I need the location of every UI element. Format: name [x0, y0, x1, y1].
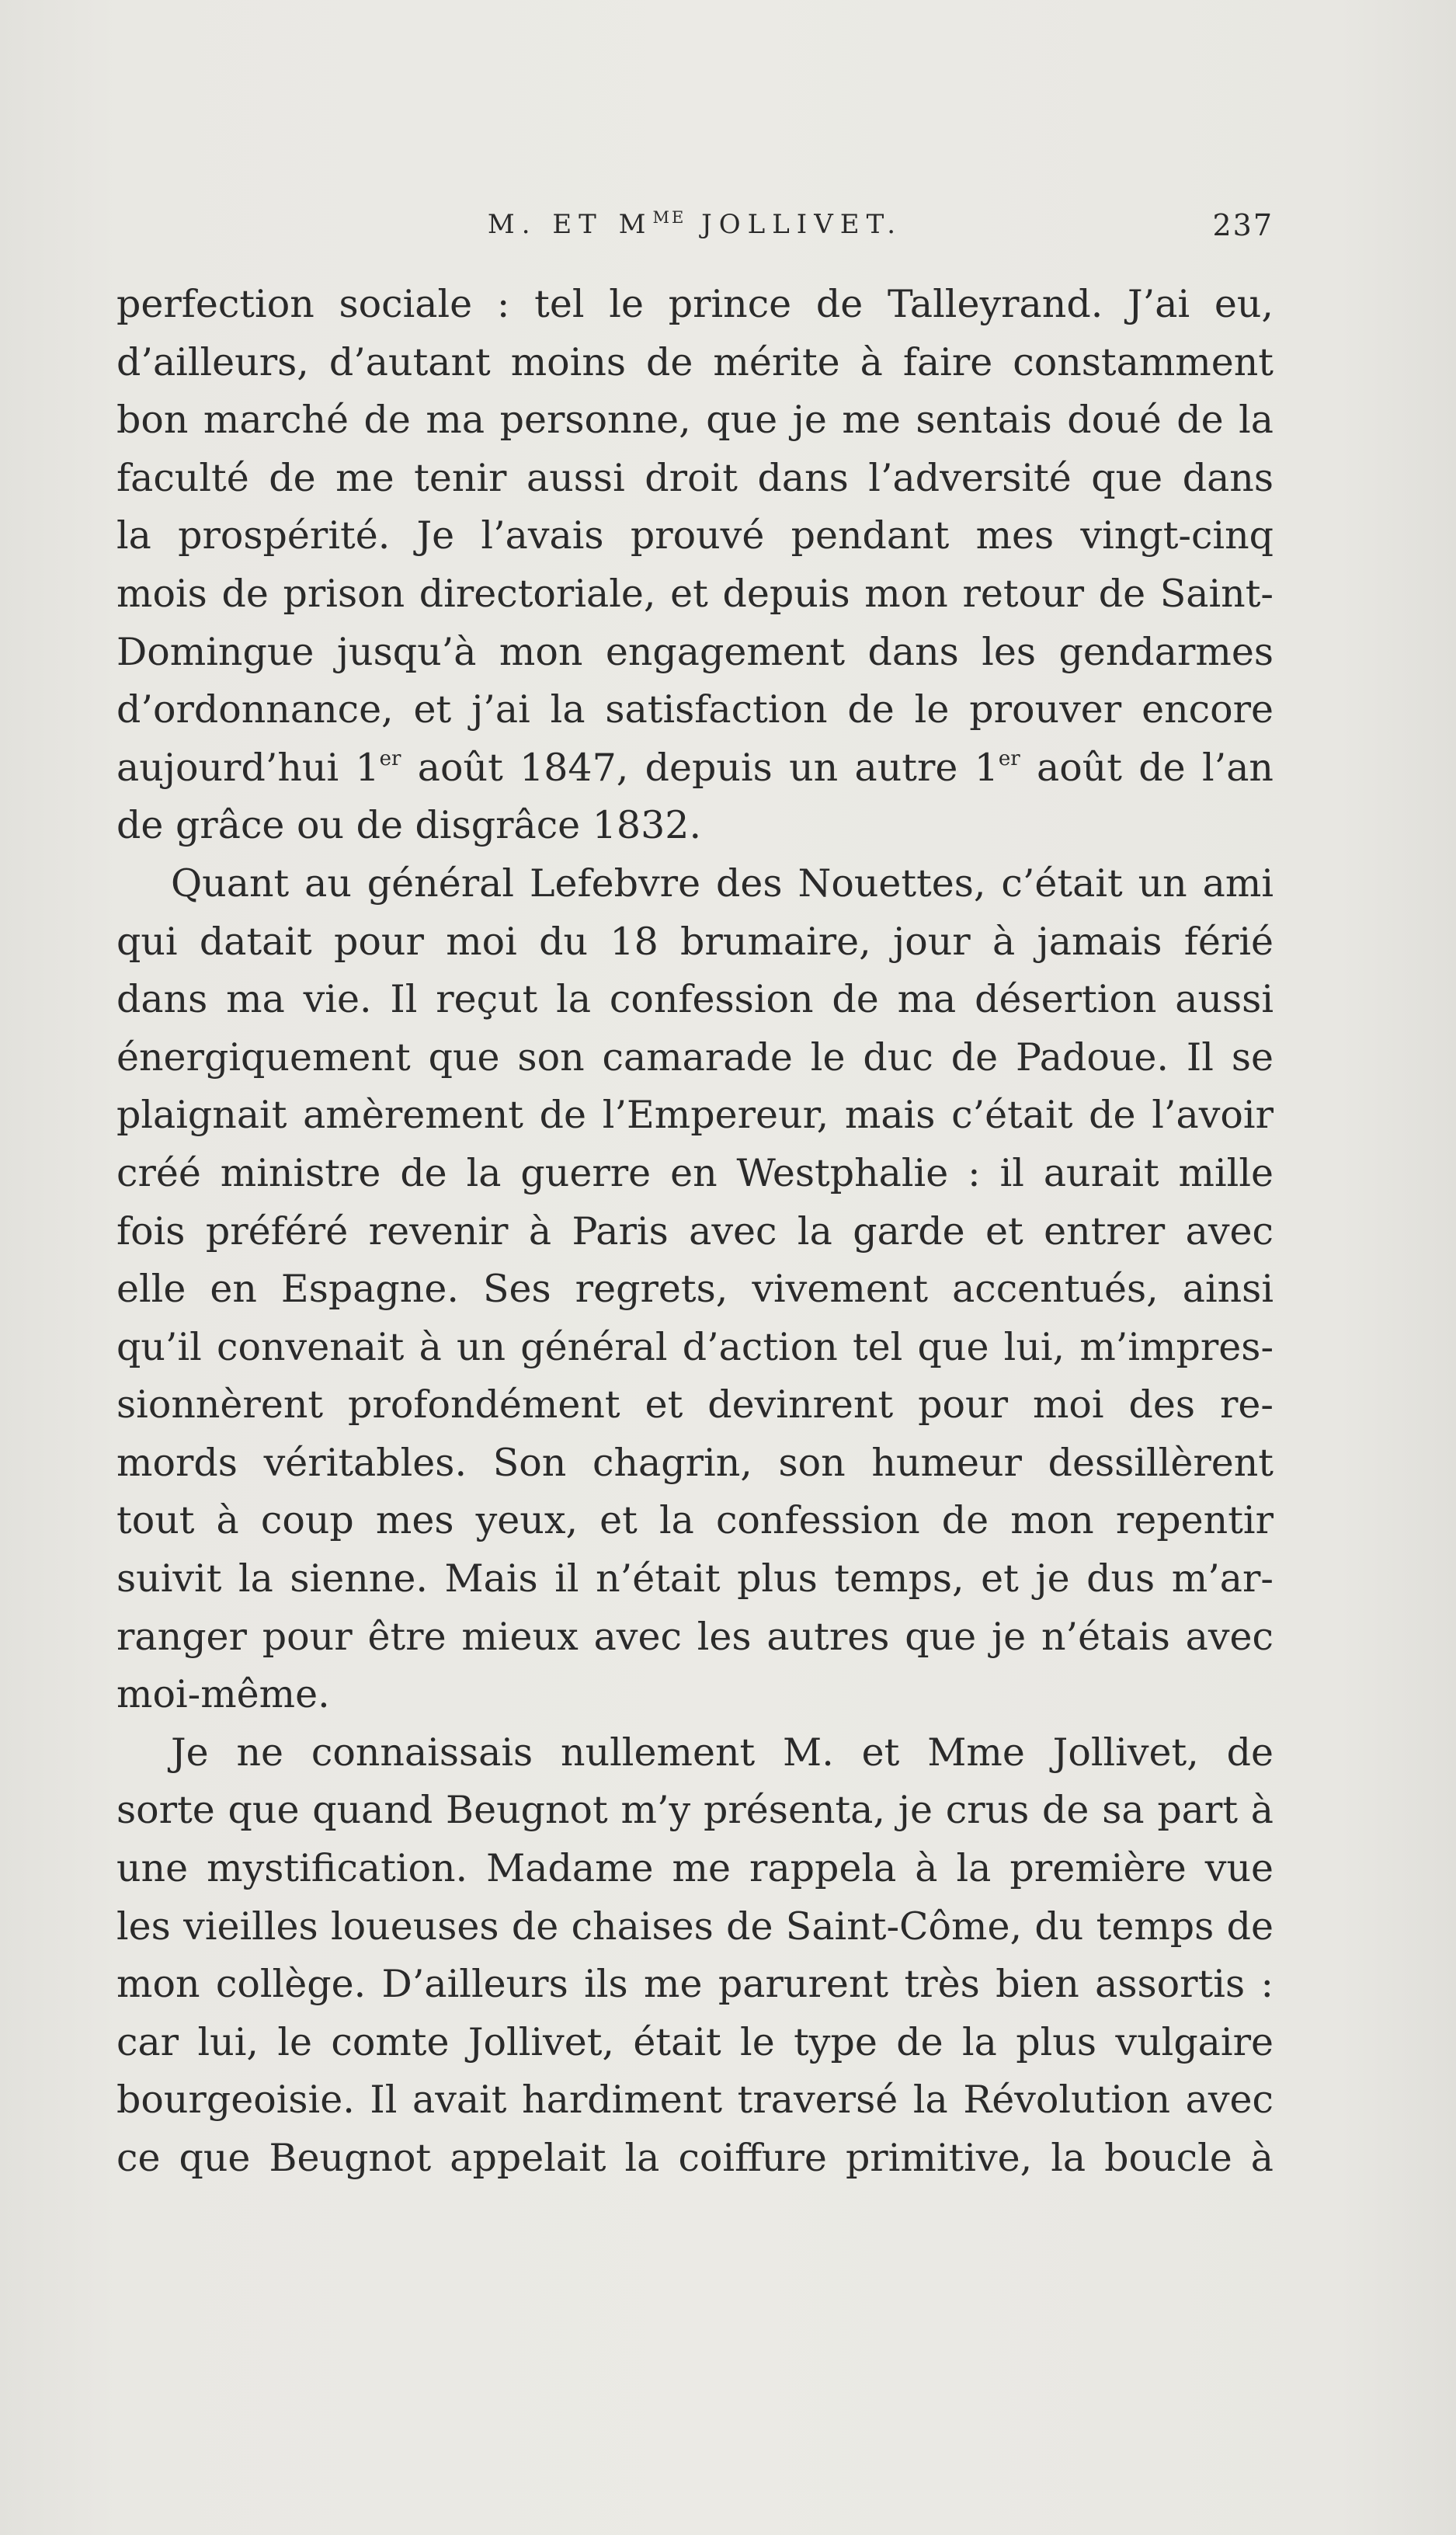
- paragraph-first-line: Quant au général Lefebvre des Nouettes, c’était un ami: [171, 861, 1274, 906]
- text-line: ce que Beugnot appelait la coiffure primitive, la boucle à: [116, 2136, 1274, 2180]
- text-line: qui datait pour moi du 18 brumaire, jour à jamais férié: [116, 919, 1274, 964]
- text-line: dans ma vie. Il reçut la confession de ma désertion aussi: [116, 977, 1274, 1022]
- body-text: [116, 276, 1274, 2188]
- text-line: faculté de me tenir aussi droit dans l’adversité que dans: [116, 455, 1274, 500]
- text-line: sionnèrent profondément et devinrent pour moi des re-: [116, 1382, 1274, 1427]
- paragraph-first-line: Je ne connaissais nullement M. et Mme Jollivet, de: [171, 1730, 1274, 1775]
- text-line: perfection sociale : tel le prince de Talleyrand. J’ai eu,: [116, 282, 1274, 326]
- text-line: tout à coup mes yeux, et la confession de mon repentir: [116, 1498, 1274, 1543]
- page-header: [116, 208, 1274, 255]
- text-line: Domingue jusqu’à mon engagement dans les gendarmes: [116, 629, 1274, 674]
- running-title: M. ET $M^{ME}$ JOLLIVET.: [487, 208, 903, 240]
- text-line: fois préféré revenir à Paris avec la garde et entrer avec: [116, 1208, 1274, 1254]
- text-line: bourgeoisie. Il avait hardiment traversé la Révolution avec: [116, 2078, 1274, 2123]
- text-line: car lui, le comte Jollivet, était le type de la plus vulgaire: [116, 2019, 1274, 2064]
- text-line: plaignait amèrement de l’Empereur, mais c’était de l’avoir: [116, 1093, 1274, 1138]
- text-line: la prospérité. Je l’avais prouvé pendant mes vingt-cinq: [116, 513, 1274, 558]
- text-line: aujourd’hui 1er août 1847, depuis un autre 1er août de l’an: [116, 745, 1274, 790]
- text-line: énergiquement que son camarade le duc de Padoue. Il se: [116, 1035, 1274, 1080]
- text-line: elle en Espagne. Ses regrets, vivement accentués, ainsi: [116, 1267, 1274, 1312]
- text-line: créé ministre de la guerre en Westphalie : il aurait mille: [116, 1150, 1274, 1195]
- text-line: sorte que quand Beugnot m’y présenta, je crus de sa part à: [116, 1788, 1274, 1833]
- page-number: 237: [1212, 208, 1274, 242]
- text-line: suivit la sienne. Mais il n’était plus temps, et je dus m’ar-: [116, 1556, 1274, 1601]
- text-line: mon collège. D’ailleurs ils me parurent très bien assortis :: [116, 1962, 1274, 2007]
- text-line: d’ailleurs, d’autant moins de mérite à faire constamment: [116, 339, 1274, 384]
- running-title-superscript: ME: [652, 208, 686, 227]
- text-line: bon marché de ma personne, que je me sentais doué de la: [116, 398, 1274, 443]
- text-line: une mystification. Madame me rappela à la première vue: [116, 1846, 1274, 1891]
- text-line: mords véritables. Son chagrin, son humeur dessillèrent: [116, 1440, 1274, 1485]
- text-line: les vieilles loueuses de chaises de Saint-Côme, du temps de: [116, 1904, 1274, 1949]
- text-line: de grâce ou de disgrâce 1832.: [116, 803, 702, 848]
- text-line: ranger pour être mieux avec les autres que je n’étais avec: [116, 1614, 1274, 1659]
- text-line: d’ordonnance, et j’ai la satisfaction de le prouver encore: [116, 687, 1274, 732]
- text-line: moi-même.: [116, 1672, 330, 1717]
- text-line: mois de prison directoriale, et depuis mon retour de Saint-: [116, 571, 1274, 616]
- text-line: qu’il convenait à un général d’action tel que lui, m’impres-: [116, 1324, 1274, 1369]
- ordinal-superscript: er: [379, 746, 401, 770]
- ordinal-superscript: er: [998, 746, 1020, 770]
